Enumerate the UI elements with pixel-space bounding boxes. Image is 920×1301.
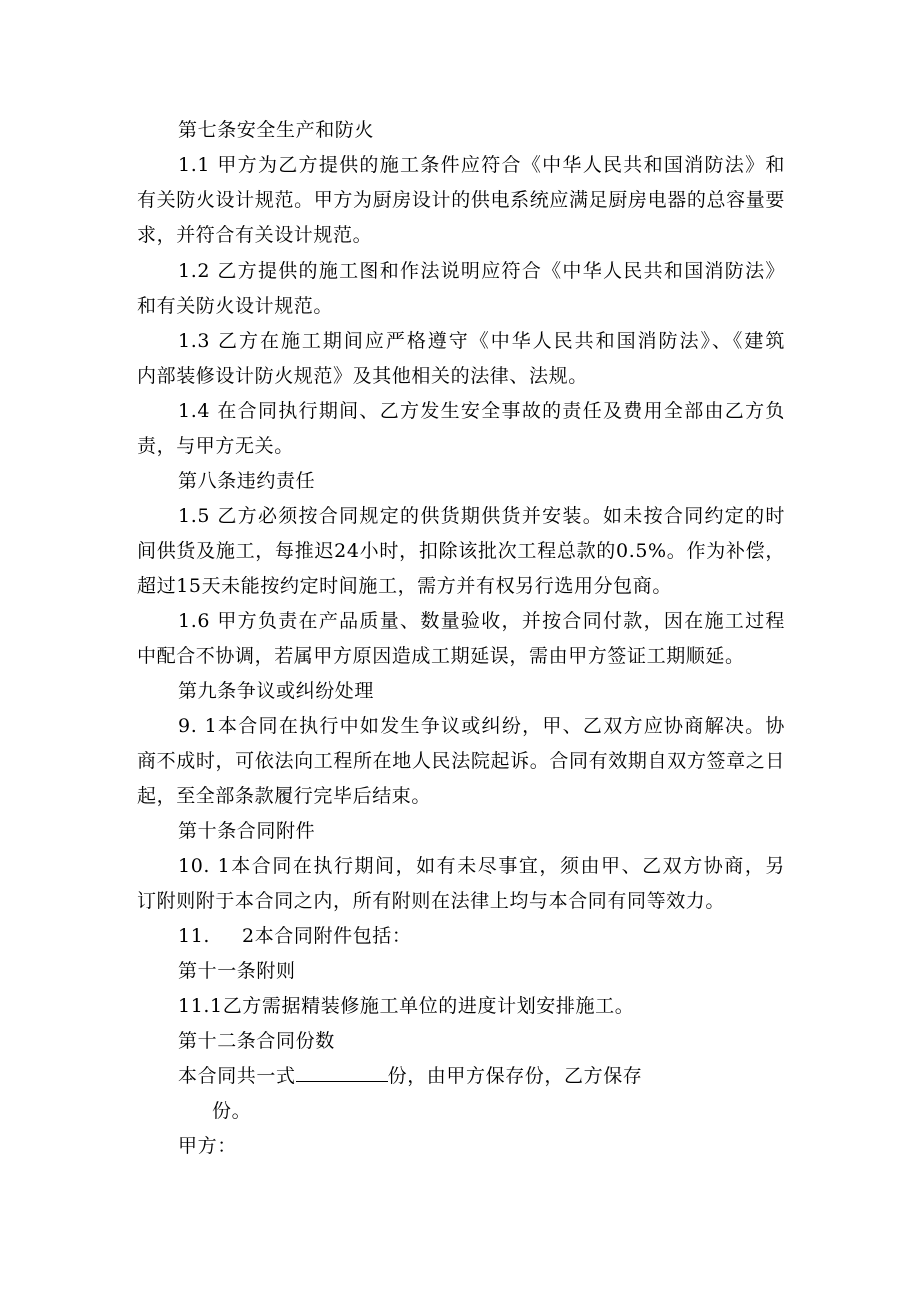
section-heading: 第九条争议或纠纷处理 — [178, 680, 375, 702]
paragraph-line: 1.4 在合同执行期间、乙方发生安全事故的责任及费用全部由乙方负 — [178, 400, 785, 422]
paragraph-line: 1.6 甲方负责在产品质量、数量验收，并按合同付款，因在施工过程 — [178, 610, 785, 632]
paragraph-line: 份。 — [212, 1100, 252, 1122]
paragraph-line: 有关防火设计规范。甲方为厨房设计的供电系统应满足厨房电器的总容量要 — [137, 189, 785, 211]
section-heading: 第十二条合同份数 — [178, 1030, 335, 1052]
paragraph-line: 1.1 甲方为乙方提供的施工条件应符合《中华人民共和国消防法》和 — [178, 154, 785, 176]
section-heading: 第十一条附则 — [178, 960, 296, 982]
paragraph-line: 责，与甲方无关。 — [137, 435, 294, 457]
list-number: 11. — [178, 925, 211, 947]
section-heading: 第十条合同附件 — [178, 820, 316, 842]
paragraph-line: 和有关防火设计规范。 — [137, 295, 334, 317]
paragraph-line: 订附则附于本合同之内，所有附则在法律上均与本合同有同等效力。 — [137, 890, 726, 912]
paragraph-line: 10. 1本合同在执行期间，如有未尽事宜，须由甲、乙双方协商，另 — [178, 855, 785, 877]
copies-blank-field — [296, 1063, 388, 1082]
copies-text-start: 本合同共一式 — [178, 1065, 296, 1087]
copies-text-end: 份，由甲方保存份，乙方保存 — [387, 1065, 643, 1087]
party-a-label: 甲方： — [178, 1135, 237, 1157]
paragraph-line: 商不成时，可依法向工程所在地人民法院起诉。合同有效期自双方签章之日 — [137, 750, 785, 772]
copies-line — [178, 1063, 642, 1089]
paragraph-line: 9. 1本合同在执行中如发生争议或纠纷，甲、乙双方应协商解决。协 — [178, 715, 785, 737]
paragraph-line: 1.2 乙方提供的施工图和作法说明应符合《中华人民共和国消防法》 — [178, 260, 785, 282]
paragraph-line: 间供货及施工，每推迟24小时，扣除该批次工程总款的0.5%。作为补偿， — [137, 540, 785, 562]
paragraph-line: 2本合同附件包括： — [242, 925, 412, 947]
paragraph-line: 1.3 乙方在施工期间应严格遵守《中华人民共和国消防法》、《建筑 — [178, 330, 785, 352]
paragraph-line: 1.5 乙方必须按合同规定的供货期供货并安装。如未按合同约定的时 — [178, 505, 785, 527]
paragraph-line: 11.1乙方需据精装修施工单位的进度计划安排施工。 — [178, 995, 635, 1017]
section-heading: 第八条违约责任 — [178, 470, 316, 492]
paragraph-line: 超过15天未能按约定时间施工，需方并有权另行选用分包商。 — [137, 575, 672, 597]
paragraph-line: 求，并符合有关设计规范。 — [137, 224, 373, 246]
section-heading: 第七条安全生产和防火 — [178, 119, 375, 141]
paragraph-line: 中配合不协调，若属甲方原因造成工期延误，需由甲方签证工期顺延。 — [137, 645, 745, 667]
paragraph-line: 内部装修设计防火规范》及其他相关的法律、法规。 — [137, 365, 588, 387]
paragraph-line: 起，至全部条款履行完毕后结束。 — [137, 785, 432, 807]
